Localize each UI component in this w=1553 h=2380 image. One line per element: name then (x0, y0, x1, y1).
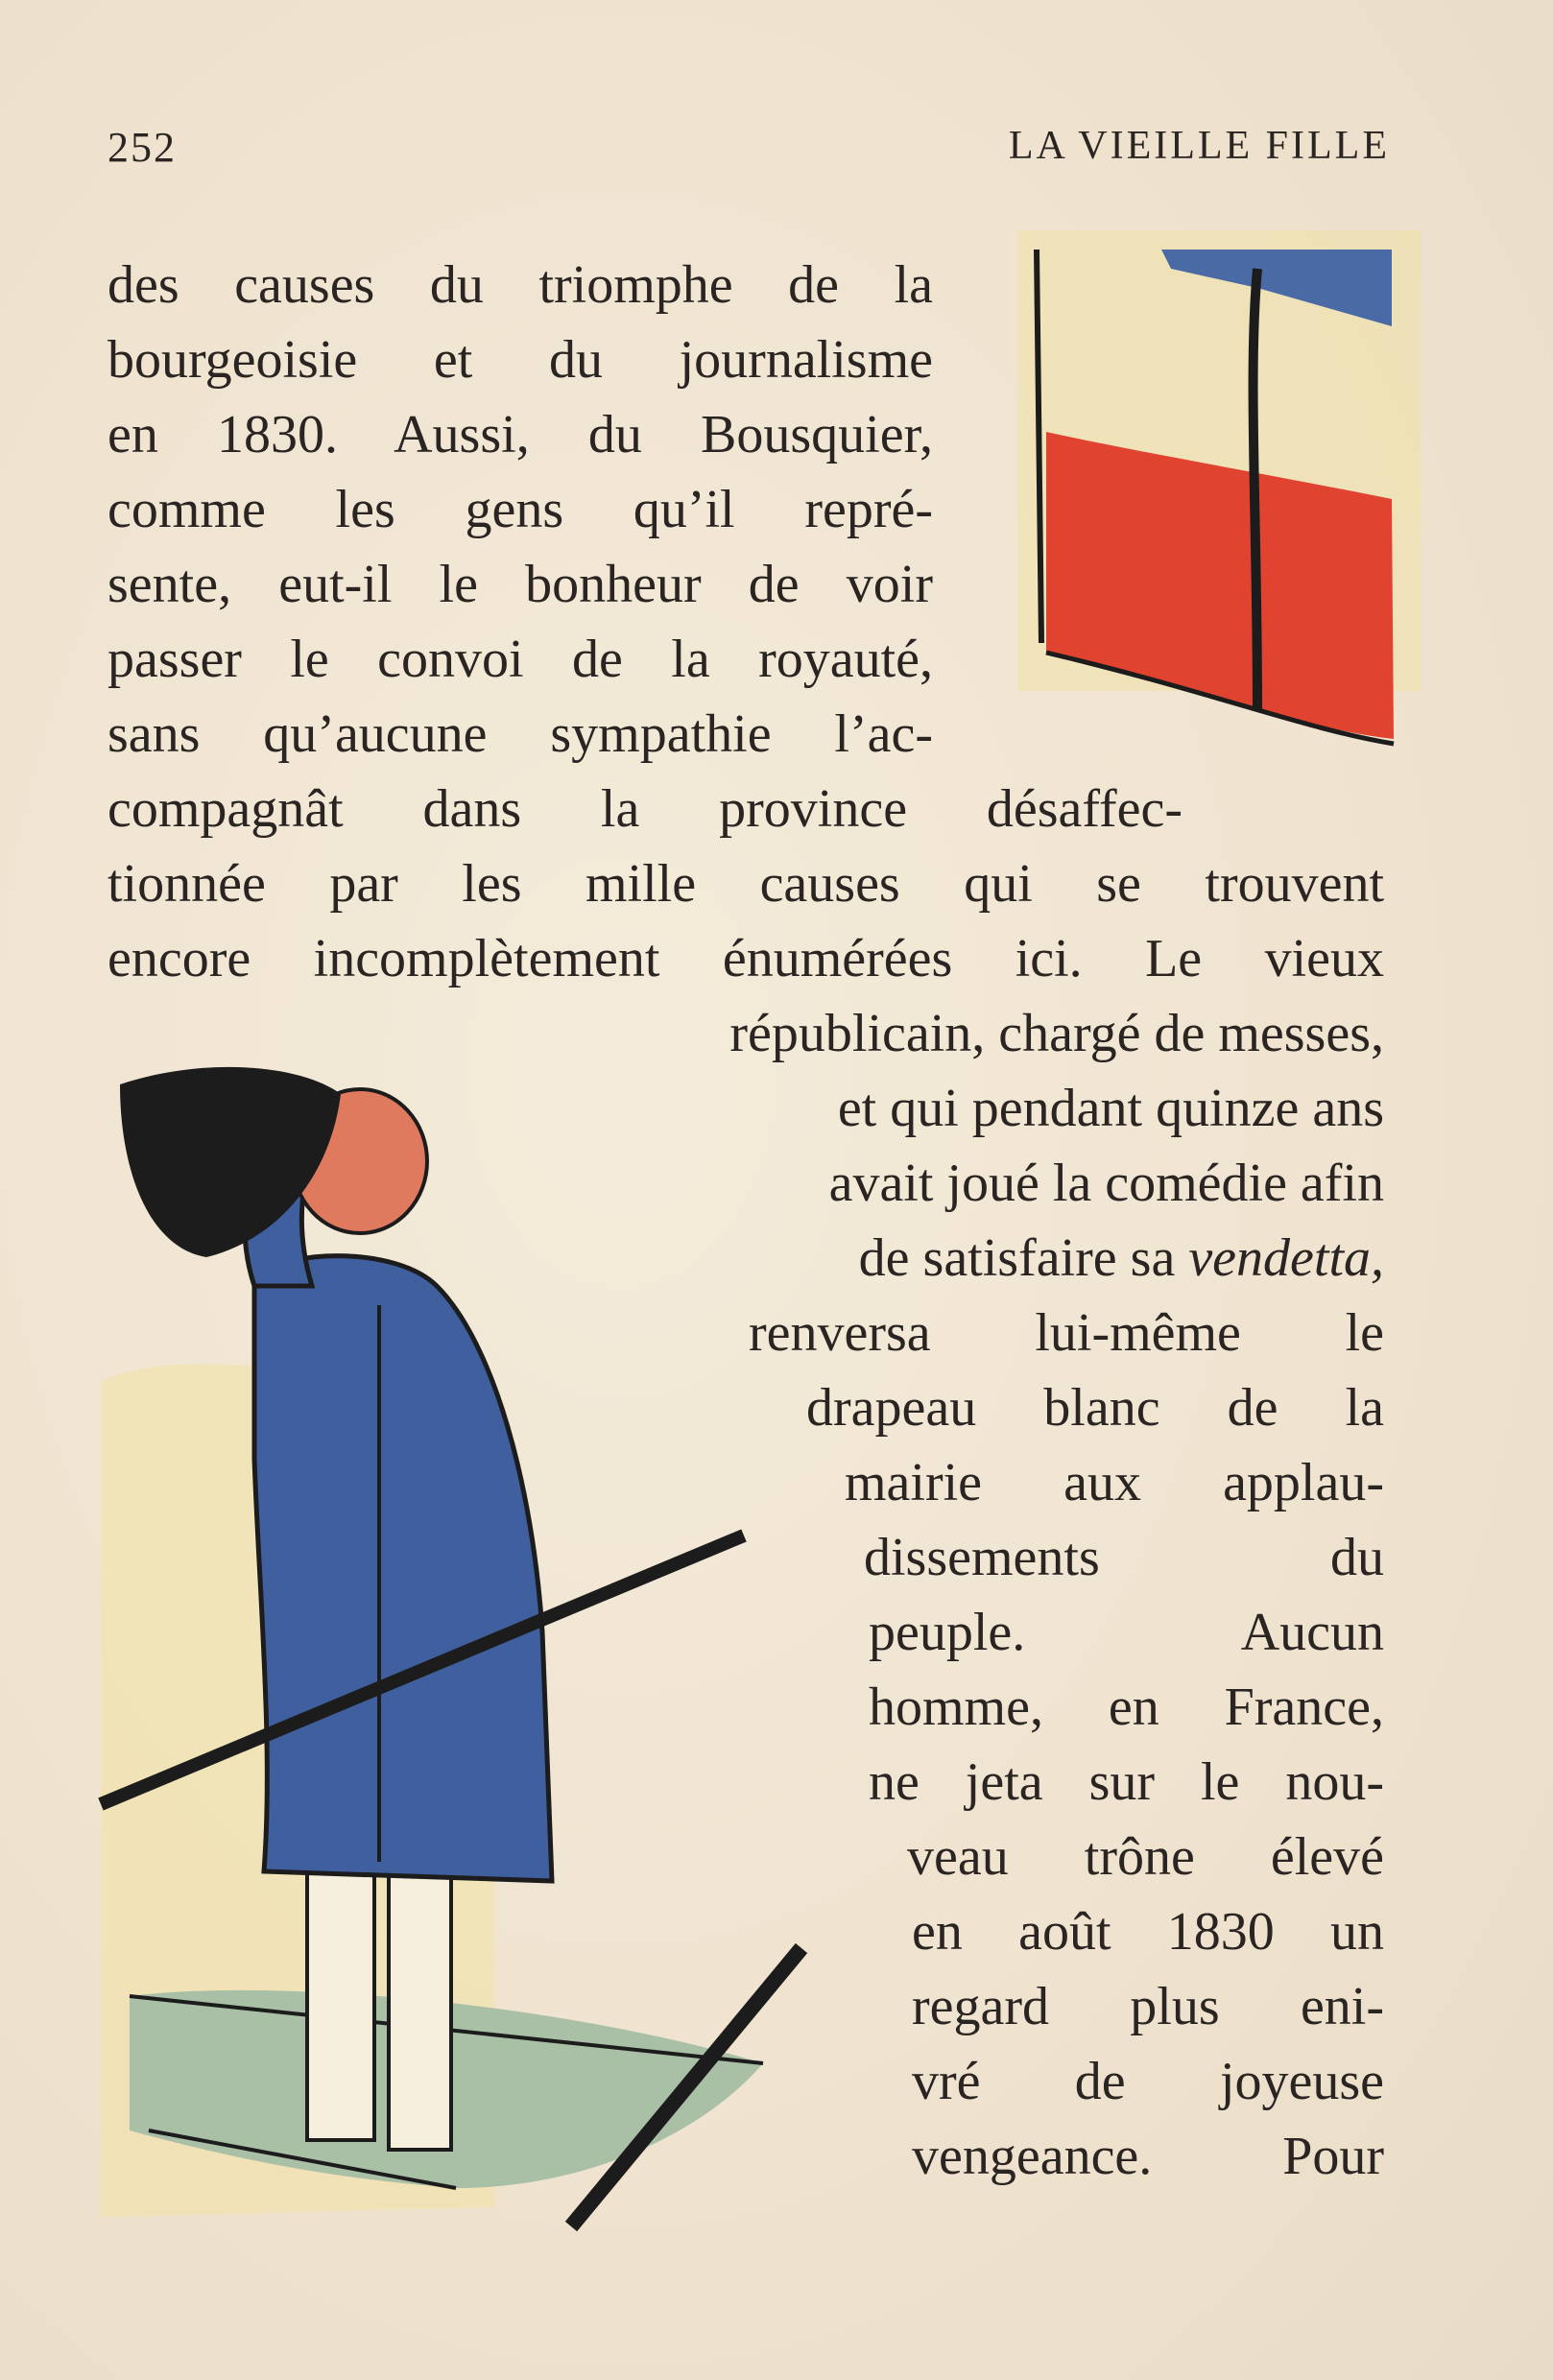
text-line: en août 1830 un (912, 1902, 1384, 1962)
text-line: bourgeoisie et du journalisme (108, 330, 933, 390)
text-line: compagnât dans la province désaffec- (108, 779, 1183, 839)
text-line: ne jeta sur le nou- (869, 1752, 1384, 1812)
text-line: tionnée par les mille causes qui se trouvent (108, 854, 1384, 914)
text-line: et qui pendant quinze ans (837, 1079, 1384, 1138)
text-line: en 1830. Aussi, du Bousquier, (108, 405, 933, 464)
text-line: mairie aux applau- (845, 1453, 1384, 1512)
text-line: avait joué la comédie afin (828, 1154, 1384, 1213)
tricolor-flag-illustration (1017, 230, 1421, 768)
text-line: veau trône élevé (907, 1827, 1384, 1887)
text-line: des causes du triomphe de la (108, 255, 933, 315)
text-line: regard plus eni- (912, 1977, 1384, 2036)
text-line: passer le convoi de la royauté, (108, 630, 933, 689)
text-line: renversa lui-même le (749, 1303, 1384, 1363)
italic-word: vendetta, (1188, 1228, 1384, 1288)
running-title: LA VIEILLE FILLE (1008, 124, 1390, 168)
text-line: sente, eut-il le bonheur de voir (108, 555, 933, 614)
page-number: 252 (108, 124, 177, 171)
text-line: vengeance. Pour (912, 2127, 1384, 2186)
text-line: drapeau blanc de la (806, 1378, 1384, 1438)
text-line: homme, en France, (869, 1678, 1384, 1737)
text-line: sans qu’aucune sympathie l’ac- (108, 704, 933, 764)
text-line: peuple. Aucun (869, 1603, 1384, 1662)
text-line: vré de joyeuse (912, 2052, 1384, 2111)
text-line-with-italic (480, 1221, 1384, 1296)
text-line: dissements du (864, 1528, 1384, 1587)
text-line: républicain, chargé de messes, (729, 1004, 1384, 1063)
text-line: encore incomplètement énumérées ici. Le vieux (108, 929, 1384, 988)
text-segment: de satisfaire sa (858, 1228, 1176, 1288)
text-line: comme les gens qu’il repré- (108, 480, 933, 539)
